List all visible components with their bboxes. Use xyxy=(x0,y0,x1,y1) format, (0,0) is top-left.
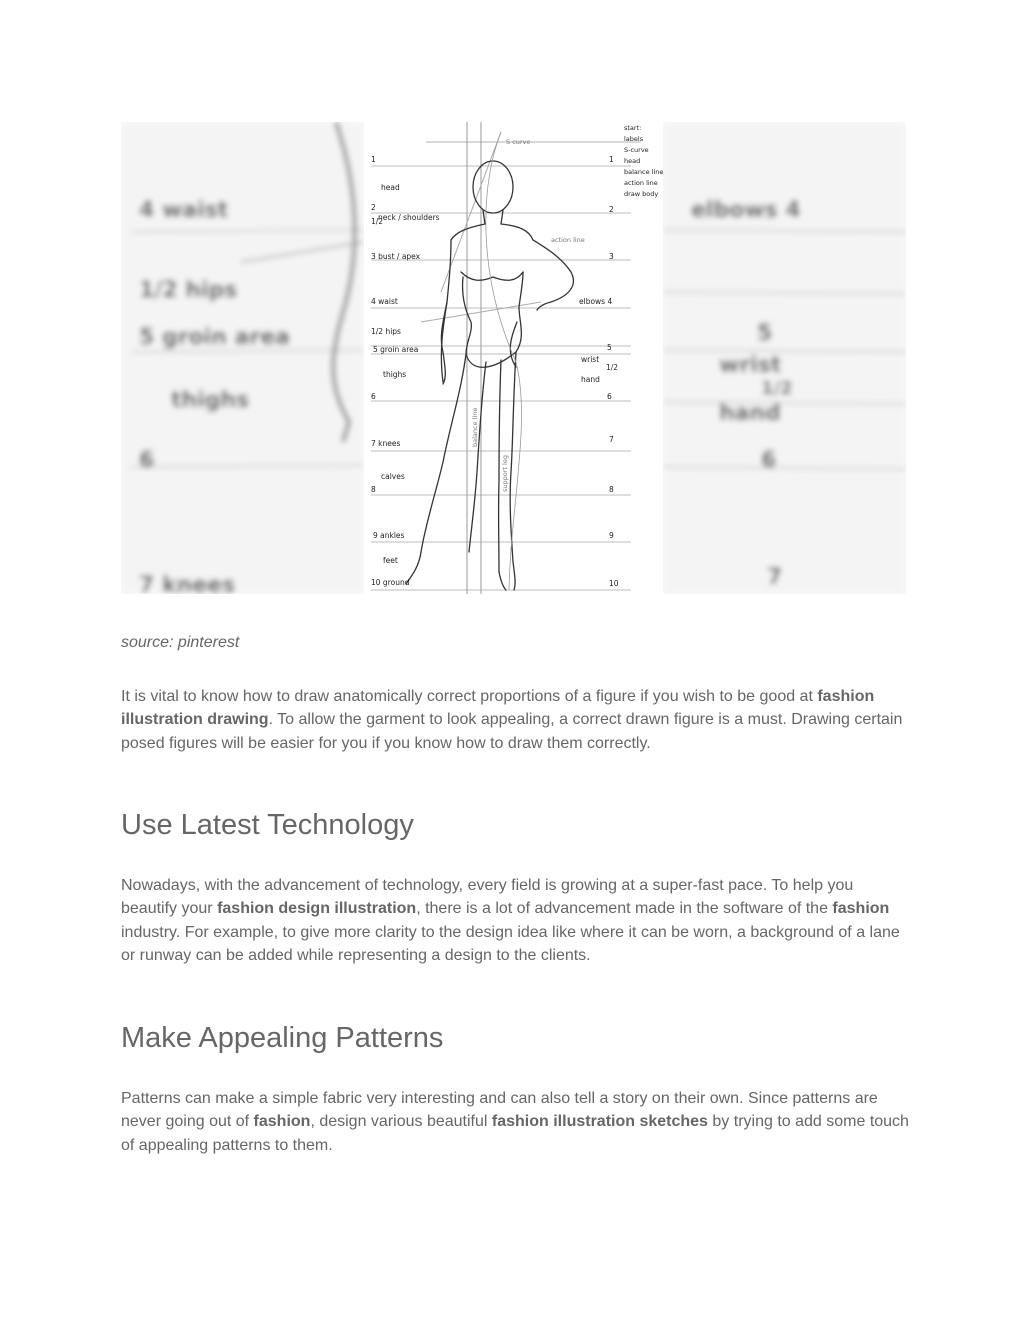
left-proportion-label: 3 bust / apex xyxy=(371,252,421,261)
blurred-label: 1/2 hips xyxy=(139,278,238,303)
paragraph-text: , there is a lot of advancement made in the software of the xyxy=(416,900,833,918)
sketch-note: balance line xyxy=(624,168,664,176)
left-proportion-label: calves xyxy=(381,472,405,481)
fashion-proportion-sketch xyxy=(121,122,906,594)
paragraph-text: industry. For example, to give more clarity to the design idea like where it can be worn, a background of a lane or runway can be added while representing a design to the clients. xyxy=(121,923,900,964)
blurred-label: hand xyxy=(719,401,781,426)
paragraph-text: , design various beautiful xyxy=(310,1113,492,1131)
left-proportion-label: 2 xyxy=(371,203,376,212)
left-proportion-label: thighs xyxy=(383,370,407,379)
blurred-label: wrist xyxy=(719,353,782,378)
bold-keyword: fashion xyxy=(832,900,890,918)
left-proportion-label: head xyxy=(381,183,400,192)
left-proportion-label: 10 ground xyxy=(371,578,410,587)
sketch-note: labels xyxy=(624,135,644,143)
left-proportion-label: 1/2 xyxy=(371,217,384,226)
support-leg-annotation: support leg xyxy=(501,455,509,492)
bold-keyword: fashion illustration drawing xyxy=(121,688,875,729)
right-proportion-label: 1 xyxy=(609,155,614,164)
right-proportion-label: 6 xyxy=(607,392,612,401)
sketch-note: start: xyxy=(624,124,642,132)
blurred-label: 6 xyxy=(761,448,777,473)
left-proportion-label: 9 ankles xyxy=(373,531,405,540)
left-proportion-label: feet xyxy=(383,556,398,565)
sketch-note: draw body xyxy=(624,190,659,198)
right-proportion-label: 2 xyxy=(609,205,614,214)
blurred-label: 5 xyxy=(757,321,773,346)
blurred-label: 7 knees xyxy=(139,573,236,594)
left-proportion-label: 6 xyxy=(371,392,376,401)
s-curve-annotation: S curve xyxy=(506,138,531,146)
blurred-label: elbows 4 xyxy=(691,198,801,223)
left-proportion-label: 4 waist xyxy=(371,297,398,306)
fashion-figure-image xyxy=(121,122,906,594)
right-proportion-label: 7 xyxy=(609,435,614,444)
left-proportion-label: 8 xyxy=(371,485,376,494)
right-proportion-label: 9 xyxy=(609,531,614,540)
bold-keyword: fashion xyxy=(253,1113,311,1131)
blurred-label: 6 xyxy=(139,448,155,473)
bold-keyword: fashion design illustration xyxy=(217,900,417,918)
left-proportion-label: 1 xyxy=(371,155,376,164)
blurred-left-background xyxy=(121,122,364,594)
section-heading: Use Latest Technology xyxy=(121,809,414,841)
right-proportion-label: 5 xyxy=(607,343,612,352)
left-proportion-label: 5 groin area xyxy=(373,345,419,354)
paragraph-text: by trying to add some touch of appealing patterns to them. xyxy=(121,1113,909,1154)
left-proportion-label: 7 knees xyxy=(371,439,401,448)
blurred-label: 4 waist xyxy=(139,198,229,223)
blurred-right-background xyxy=(663,122,906,594)
paragraph-text: It is vital to know how to draw anatomically correct proportions of a figure if you wish to be good at xyxy=(121,688,818,705)
paragraph-text: Nowadays, with the advancement of technology, every field is growing at a super-fast pace. To help you beautify your xyxy=(121,877,854,918)
technology-paragraph xyxy=(121,874,911,967)
patterns-paragraph xyxy=(121,1087,911,1157)
blurred-label: 1/2 xyxy=(761,378,793,399)
section-heading: Make Appealing Patterns xyxy=(121,1022,444,1054)
sharp-sketch-panel xyxy=(364,122,663,594)
blurred-label: 7 xyxy=(767,565,783,590)
paragraph-text: Patterns can make a simple fabric very interesting and can also tell a story on their own. Since patterns are never going out of xyxy=(121,1090,878,1131)
paragraph-text: . To allow the garment to look appealing, a correct drawn figure is a must. Drawing certain posed figures will be easier for you if you know how to draw them correctly. xyxy=(121,711,903,752)
left-proportion-label: 1/2 hips xyxy=(371,327,401,336)
blurred-label: thighs xyxy=(171,388,250,413)
right-proportion-label: wrist xyxy=(581,355,600,364)
right-proportion-label: hand xyxy=(581,375,600,384)
blurred-label: 5 groin area xyxy=(139,325,291,350)
action-line-annotation: action line xyxy=(551,236,585,244)
left-proportion-label: neck / shoulders xyxy=(378,213,440,222)
intro-paragraph xyxy=(121,685,911,755)
sketch-note: S-curve xyxy=(624,146,649,154)
image-caption: source: pinterest xyxy=(121,634,240,651)
right-proportion-label: 1/2 xyxy=(606,363,619,372)
right-proportion-label: 8 xyxy=(609,485,614,494)
right-proportion-label: 3 xyxy=(609,252,614,261)
right-proportion-label: 10 xyxy=(609,579,619,588)
right-proportion-label: elbows 4 xyxy=(579,297,613,306)
bold-keyword: fashion illustration sketches xyxy=(491,1113,708,1131)
sketch-note: head xyxy=(624,157,641,165)
sketch-note: action line xyxy=(624,179,658,187)
balance-line-annotation: balance line xyxy=(471,407,479,447)
